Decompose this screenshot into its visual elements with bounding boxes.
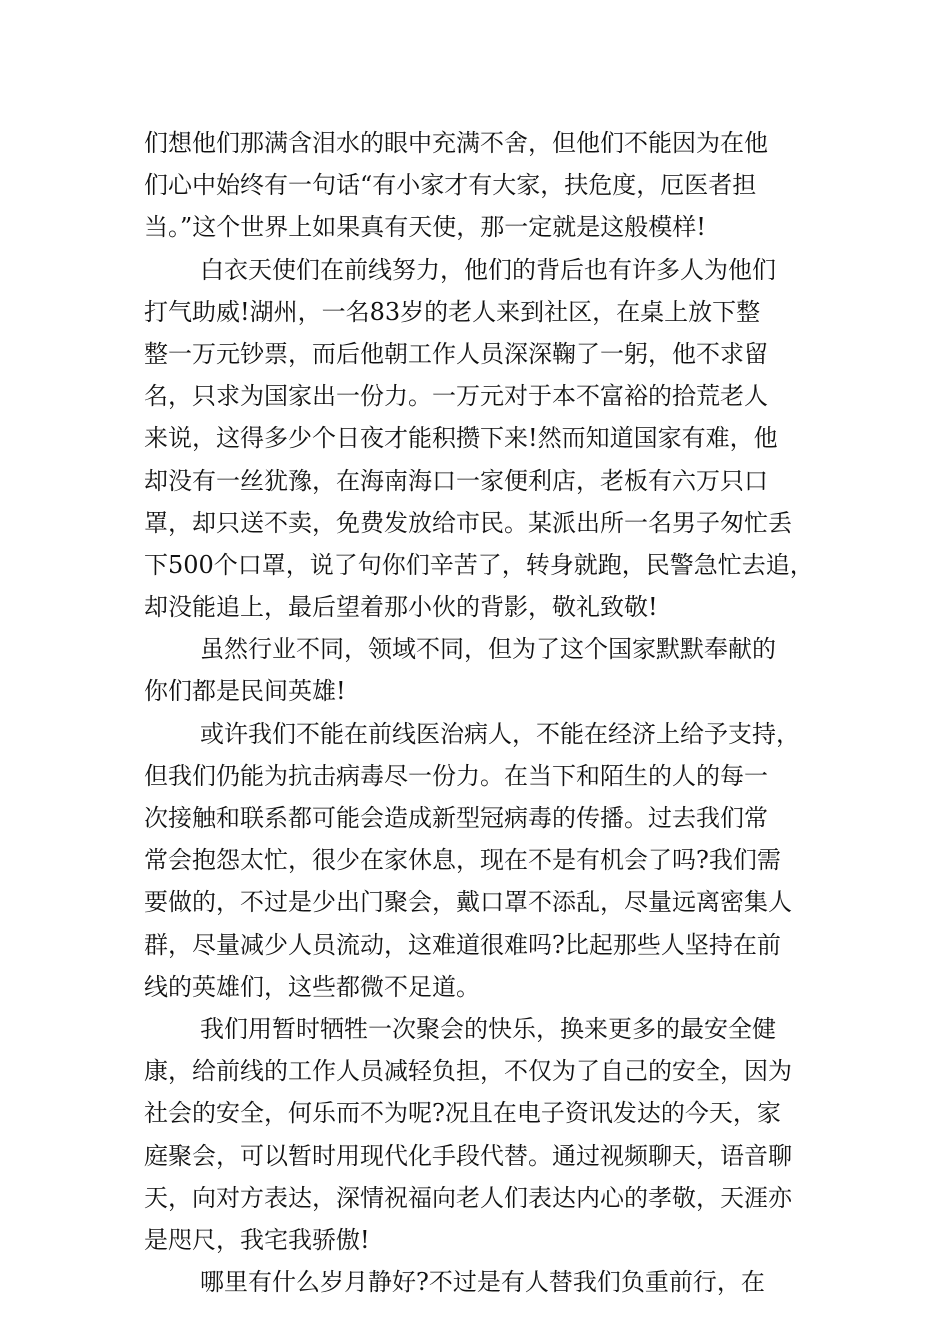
text-line: 名，只求为国家出一份力。一万元对于本不富裕的拾荒老人 xyxy=(144,382,768,411)
text-line: 来说，这得多少个日夜才能积攒下来!然而知道国家有难，他 xyxy=(144,424,778,453)
paragraph-first-line: 虽然行业不同，领域不同，但为了这个国家默默奉献的 xyxy=(200,635,776,664)
document-body xyxy=(144,122,814,1303)
text-line: 常会抱怨太忙，很少在家休息，现在不是有机会了吗?我们需 xyxy=(144,846,781,875)
text-line: 们心中始终有一句话“有小家才有大家，扶危度，厄医者担 xyxy=(144,171,757,200)
paragraph-first-line: 或许我们不能在前线医治病人，不能在经济上给予支持， xyxy=(200,719,800,748)
text-line: 社会的安全，何乐而不为呢?况且在电子资讯发达的今天，家 xyxy=(144,1099,781,1128)
paragraph-first-line: 白衣天使们在前线努力，他们的背后也有许多人为他们 xyxy=(200,255,776,284)
text-line: 康，给前线的工作人员减轻负担，不仅为了自己的安全，因为 xyxy=(144,1057,792,1086)
text-line: 天，向对方表达，深情祝福向老人们表达内心的孝敬，天涯亦 xyxy=(144,1183,792,1212)
text-line: 次接触和联系都可能会造成新型冠病毒的传播。过去我们常 xyxy=(144,804,768,832)
paragraph-first-line: 我们用暂时牺牲一次聚会的快乐，换来更多的最安全健 xyxy=(200,1014,776,1043)
text-line: 整一万元钞票，而后他朝工作人员深深鞠了一躬，他不求留 xyxy=(144,339,768,368)
text-line: 当。”这个世界上如果真有天使，那一定就是这般模样! xyxy=(144,213,706,242)
text-line: 是咫尺，我宅我骄傲! xyxy=(144,1225,370,1254)
text-line: 却没能追上，最后望着那小伙的背影，敬礼致敬! xyxy=(144,593,658,622)
text-line: 线的英雄们，这些都微不足道。 xyxy=(144,972,480,1001)
paragraph-first-line: 哪里有什么岁月静好?不过是有人替我们负重前行，在 xyxy=(200,1268,765,1297)
text-line: 却没有一丝犹豫，在海南海口一家便利店，老板有六万只口 xyxy=(144,466,768,495)
text-line: 庭聚会，可以暂时用现代化手段代替。通过视频聊天，语音聊 xyxy=(144,1141,792,1170)
text-line: 们想他们那满含泪水的眼中充满不舍，但他们不能因为在他 xyxy=(144,129,768,157)
text-line: 但我们仍能为抗击病毒尽一份力。在当下和陌生的人的每一 xyxy=(144,761,768,790)
text-line: 罩，却只送不卖，免费发放给市民。某派出所一名男子匆忙丢 xyxy=(144,508,792,537)
text-line: 群，尽量减少人员流动，这难道很难吗?比起那些人坚持在前 xyxy=(144,930,781,959)
text-line: 你们都是民间英雄! xyxy=(144,677,346,706)
text-line: 打气助威!湖州，一名83岁的老人来到社区，在桌上放下整 xyxy=(144,297,761,326)
text-line: 要做的，不过是少出门聚会，戴口罩不添乱，尽量远离密集人 xyxy=(144,888,792,917)
text-line: 下500个口罩，说了句你们辛苦了，转身就跑，民警急忙去追， xyxy=(144,550,814,579)
